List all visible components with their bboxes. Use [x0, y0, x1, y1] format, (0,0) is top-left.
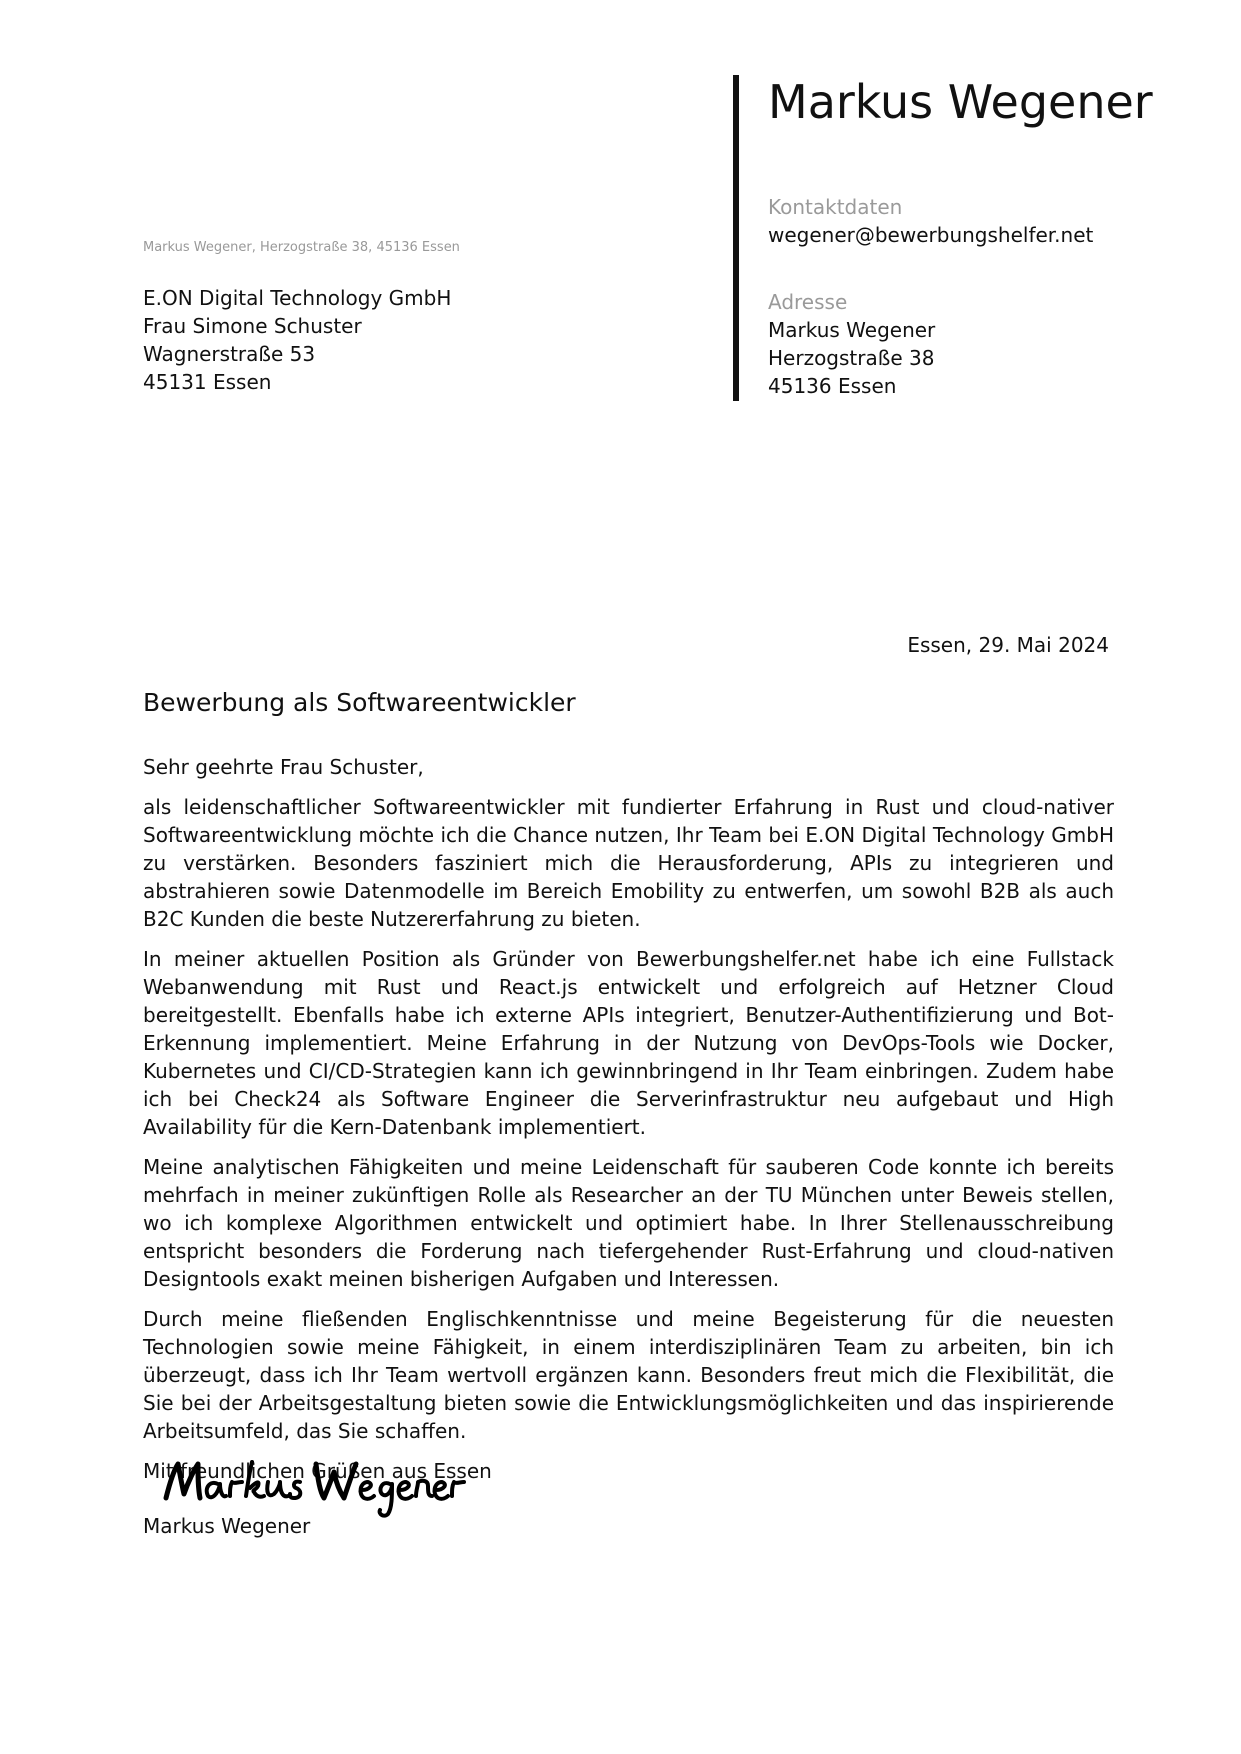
address-label: Adresse: [768, 290, 848, 314]
salutation: Sehr geehrte Frau Schuster,: [143, 755, 424, 779]
letter-subject: Bewerbung als Softwareentwickler: [143, 688, 576, 717]
body-paragraph: In meiner aktuellen Position als Gründer von Bewerbungshelfer.net habe ich eine Fullstack Webanwendung mit Rust und React.js entwickelt und erfolgreich auf Hetzner Cloud bereitgestellt. Ebenfalls habe ich externe APIs integriert, Benutzer-Authentifizierung und Bot-Erkennung implementiert. Meine Erfahrung in der Nutzung von DevOps-Tools wie Docker, Kubernetes und CI/CD-Strategien kann ich gewinnbringend in Ihr Team einbringen. Zudem habe ich bei Check24 als Software Engineer die Serverinfrastruktur neu aufgebaut und High Availability für die Kern-Datenbank implementiert.: [143, 947, 1114, 1139]
recipient-address: [143, 284, 451, 396]
sender-email: wegener@bewerbungshelfer.net: [768, 223, 1094, 247]
sender-address-name: Markus Wegener: [768, 318, 936, 342]
closing-line: Mit freundlichen Grüßen aus Essen: [143, 1459, 492, 1483]
sender-name-heading: Markus Wegener: [768, 75, 1153, 129]
address-section: [768, 288, 1208, 400]
sender-city: 45136 Essen: [768, 374, 897, 398]
return-address-line: Markus Wegener, Herzogstraße 38, 45136 Essen: [143, 240, 460, 255]
recipient-person: Frau Simone Schuster: [143, 314, 362, 338]
recipient-city: 45131 Essen: [143, 370, 272, 394]
body-paragraph: Durch meine fließenden Englischkenntnisse und meine Begeisterung für die neuesten Technologien sowie meine Fähigkeit, in einem interdisziplinären Team zu arbeiten, bin ich überzeugt, dass ich Ihr Team wertvoll ergänzen kann. Besonders freut mich die Flexibilität, die Sie bei der Arbeitsgestaltung bieten sowie die Entwicklungsmöglichkeiten und das inspirierende Arbeitsumfeld, das Sie schaffen.: [143, 1307, 1114, 1443]
signed-name: Markus Wegener: [143, 1514, 311, 1538]
recipient-company: E.ON Digital Technology GmbH: [143, 286, 452, 310]
contact-section: [768, 193, 1208, 249]
contact-label: Kontaktdaten: [768, 195, 903, 219]
header-divider-bar: [733, 75, 739, 401]
letter-date: Essen, 29. Mai 2024: [907, 633, 1109, 657]
body-paragraph: als leidenschaftlicher Softwareentwickler mit fundierter Erfahrung in Rust und cloud-nativer Softwareentwicklung möchte ich die Chance nutzen, Ihr Team bei E.ON Digital Technology GmbH zu verstärken. Besonders fasziniert mich die Herausforderung, APIs zu integrieren und abstrahieren sowie Datenmodelle im Bereich Emobility zu entwerfen, um sowohl B2B als auch B2C Kunden die beste Nutzererfahrung zu bieten.: [143, 795, 1114, 931]
recipient-street: Wagnerstraße 53: [143, 342, 316, 366]
sender-street: Herzogstraße 38: [768, 346, 935, 370]
letter-body: [143, 753, 1114, 1485]
body-paragraph: Meine analytischen Fähigkeiten und meine Leidenschaft für sauberen Code konnte ich bereits mehrfach in meiner zukünftigen Rolle als Researcher an der TU München unter Beweis stellen, wo ich komplexe Algorithmen entwickelt und optimiert habe. In Ihrer Stellenausschreibung entspricht besonders die Forderung nach tiefergehender Rust-Erfahrung und cloud-nativen Designtools exakt meinen bisherigen Aufgaben und Interessen.: [143, 1155, 1114, 1291]
